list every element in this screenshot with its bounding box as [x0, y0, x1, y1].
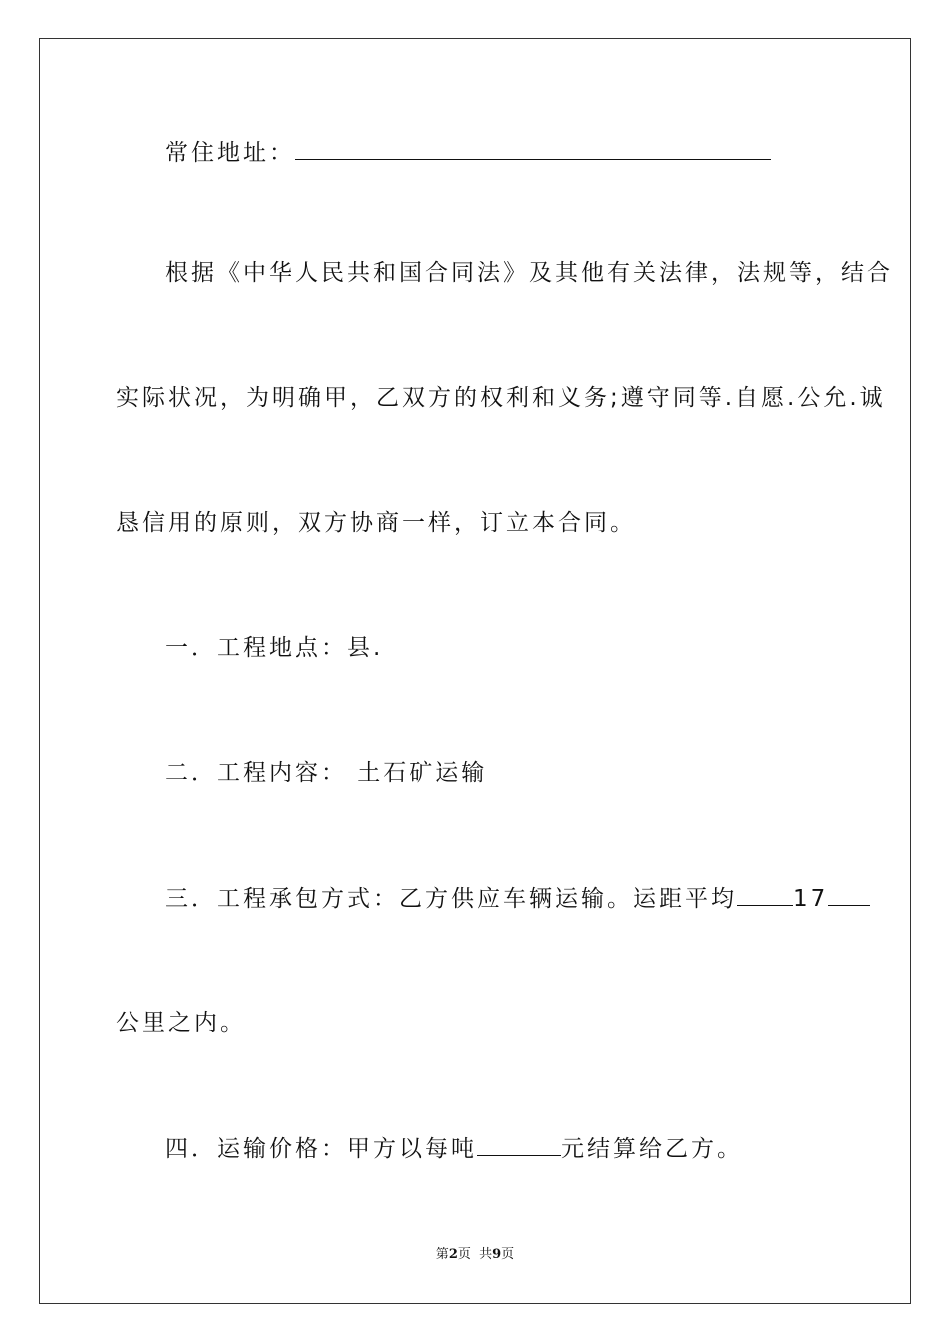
- clause-item-4-suffix: 元结算给乙方。: [561, 1136, 743, 1162]
- address-blank: [295, 137, 771, 160]
- current-page-number: 2: [448, 1247, 458, 1262]
- paragraph-line: 实际状况，为明确甲，乙双方的权利和义务;遵守同等.自愿.公允.诚: [116, 385, 886, 411]
- clause-item-4: [165, 1133, 743, 1164]
- distance-blank-left: [737, 883, 793, 906]
- footer-suffix: 页: [501, 1247, 515, 1262]
- paragraph-line: 恳信用的原则，双方协商一样，订立本合同。: [116, 510, 636, 536]
- clause-item-3-continued: 公里之内。: [116, 1010, 246, 1036]
- address-label: 常住地址：: [165, 140, 295, 166]
- total-page-number: 9: [492, 1247, 502, 1262]
- clause-item-1: 一．工程地点：县.: [165, 635, 384, 661]
- page-number-footer: [0, 1246, 950, 1264]
- price-blank: [477, 1133, 561, 1156]
- paragraph-line: 根据《中华人民共和国合同法》及其他有关法律，法规等，结合: [165, 260, 893, 286]
- clause-item-2: 二．工程内容： 土石矿运输: [165, 760, 488, 786]
- address-line: [165, 137, 771, 168]
- distance-value: 17: [793, 886, 829, 912]
- footer-mid: 页 共: [457, 1247, 493, 1262]
- clause-item-3: [165, 883, 870, 914]
- footer-prefix: 第: [435, 1247, 449, 1262]
- clause-item-4-text: 四．运输价格：甲方以每吨: [165, 1136, 477, 1162]
- page-frame: [39, 38, 911, 1304]
- distance-blank-right: [828, 883, 870, 906]
- clause-item-3-text: 三．工程承包方式：乙方供应车辆运输。运距平均: [165, 886, 737, 912]
